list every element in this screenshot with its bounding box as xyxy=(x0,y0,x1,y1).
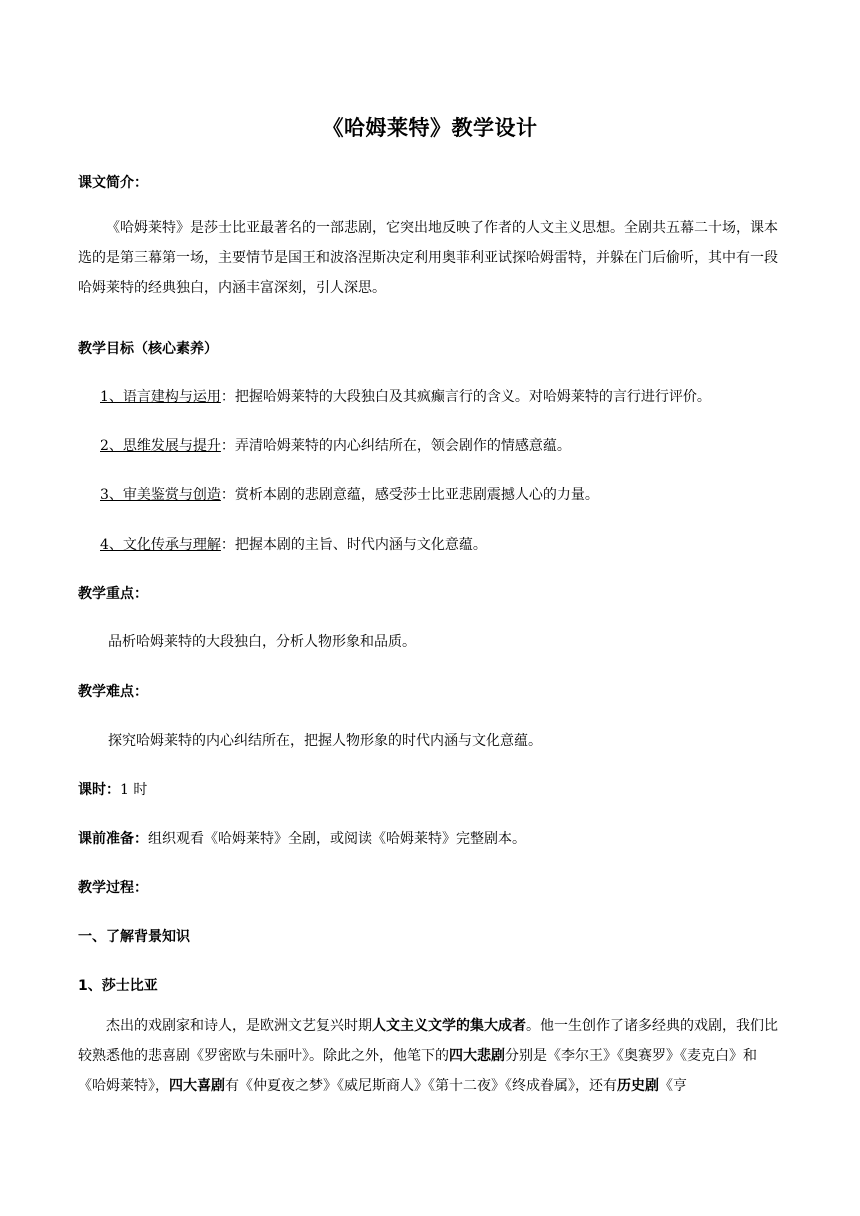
difficulty-text: 探究哈姆莱特的内心纠结所在，把握人物形象的时代内涵与文化意蕴。 xyxy=(108,733,542,749)
goal-text: ：弄清哈姆莱特的内心纠结所在，领会剧作的情感意蕴。 xyxy=(220,438,571,454)
goal-item xyxy=(100,484,780,504)
shakespeare-paragraph xyxy=(78,1011,784,1101)
goal-item xyxy=(100,386,780,406)
text-run: 分别是《李尔王》《奥赛罗》《麦克白》和《哈姆莱特》， xyxy=(78,1048,757,1094)
bold-run: 人文主义文学的集大成者 xyxy=(372,1018,526,1034)
focus-text: 品析哈姆莱特的大段独白，分析人物形象和品质。 xyxy=(108,634,416,650)
hours-line xyxy=(78,779,784,799)
difficulty-heading: 教学难点： xyxy=(78,684,148,700)
hours-value: 1 时 xyxy=(120,782,148,798)
goal-item xyxy=(100,435,780,455)
goal-label: 3、审美鉴赏与创造 xyxy=(100,487,221,503)
subsection-heading: 1、莎士比亚 xyxy=(78,978,158,994)
text-run: 《亨 xyxy=(659,1078,687,1094)
goal-label: 4、文化传承与理解 xyxy=(100,537,221,553)
prep-label: 课前准备： xyxy=(78,831,148,847)
intro-heading: 课文简介： xyxy=(78,175,148,191)
document-title: 《哈姆莱特》教学设计 xyxy=(322,116,538,140)
goal-item xyxy=(100,534,780,554)
text-run: 。他一生创作了诸多经典的戏剧，我们比较熟悉他的悲喜剧《罗密欧与朱丽叶》。除此之外，他笔下的 xyxy=(78,1018,778,1064)
intro-paragraph: 《哈姆莱特》是莎士比亚最著名的一部悲剧，它突出地反映了作者的人文主义思想。全剧共五幕二十场，课本选的是第三幕第一场，主要情节是国王和波洛涅斯决定利用奥菲利亚试探哈姆雷特，并躲在门后偷听，其中有一段哈姆莱特的经典独白，内涵丰富深刻，引人深思。 xyxy=(78,220,778,296)
prep-value: 组织观看《哈姆莱特》全剧，或阅读《哈姆莱特》完整剧本。 xyxy=(148,831,526,847)
goal-text: ：赏析本剧的悲剧意蕴，感受莎士比亚悲剧震撼人心的力量。 xyxy=(220,487,599,503)
prep-line xyxy=(78,828,784,848)
process-heading: 教学过程： xyxy=(78,880,148,896)
goal-text: ：把握哈姆莱特的大段独白及其疯癫言行的含义。对哈姆莱特的言行进行评价。 xyxy=(220,389,711,405)
text-run: 有《仲夏夜之梦》《威尼斯商人》《第十二夜》《终成眷属》，还有 xyxy=(225,1078,617,1094)
goal-text: ：把握本剧的主旨、时代内涵与文化意蕴。 xyxy=(220,537,487,553)
goal-label: 2、思维发展与提升 xyxy=(100,438,221,454)
bold-run: 四大悲剧 xyxy=(449,1048,505,1064)
bold-run: 四大喜剧 xyxy=(169,1078,225,1094)
section-heading: 一、了解背景知识 xyxy=(78,929,190,945)
hours-label: 课时： xyxy=(78,782,120,798)
goals-heading: 教学目标（核心素养） xyxy=(78,341,218,357)
bold-run: 历史剧 xyxy=(617,1078,659,1094)
focus-heading: 教学重点： xyxy=(78,586,148,602)
text-run: 杰出的戏剧家和诗人，是欧洲文艺复兴时期 xyxy=(106,1018,372,1034)
goal-label: 1、语言建构与运用 xyxy=(100,389,221,405)
